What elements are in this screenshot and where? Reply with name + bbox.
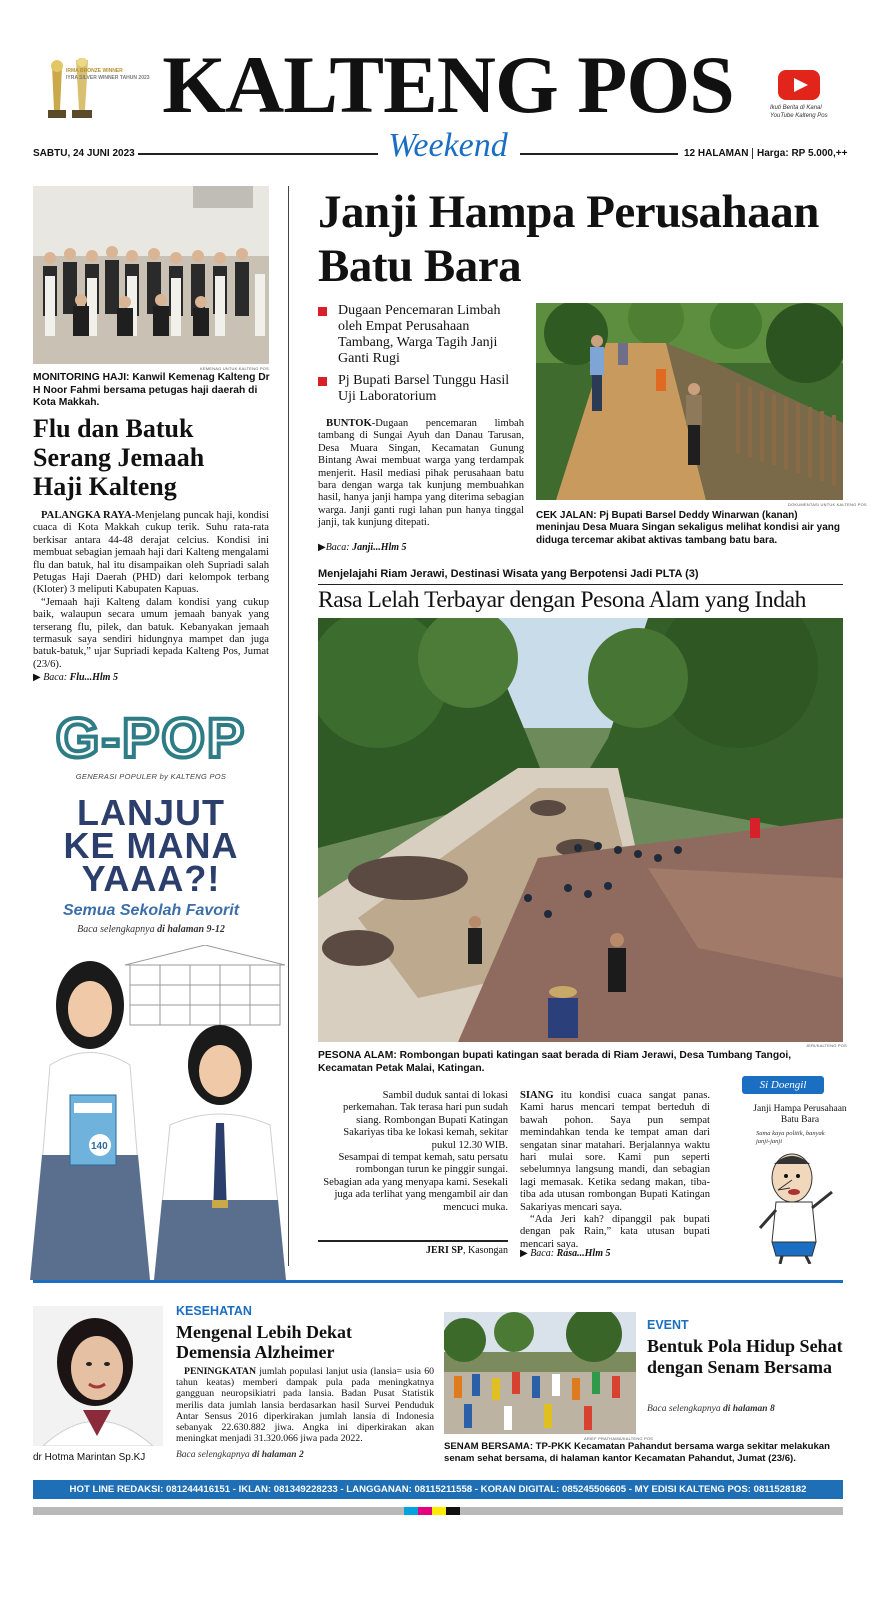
feature-col1-p1: Sambil duduk santai di lokasi perkemahan. Tak terasa hari pun sudah siang. Rombongan Bupati Katingan Sakariyas tiba ke lokasi kemah, sekitar pukul 12.30 WIB. [343, 1090, 508, 1151]
kesehatan-lead: PENINGKATAN [184, 1366, 257, 1377]
magenta-swatch [418, 1507, 432, 1515]
lead-body [318, 418, 524, 530]
kesehatan-body-text: jumlah populasi lanjut usia (lansia= usia 60 tahun keatas) memberi dampak pula pada meningkatnya gangguan neuropsikiatri pada lansia. Badan Pusat Statistik merilis data jumlah lansia berdasarkan hasil Survei Penduduk Antar Sensus 2016 diperkirakan jumlah lansia di Indonesia sebanyak 22.630.882 jiwa. Angka ini diperkirakan akan meningkat menjadi 31.320.066 jiwa pada 2022. [176, 1366, 434, 1445]
gpop-note[interactable] [33, 924, 269, 935]
feature-byline-name: JERI SP [426, 1245, 463, 1256]
youtube-note: Ikuti Berita di Kanal YouTube Kalteng Pos [770, 105, 828, 119]
feature-jump-link[interactable]: Rasa...Hlm 5 [556, 1248, 611, 1259]
haji-headline: Flu dan Batuk Serang Jemaah Haji Kalteng [33, 414, 205, 501]
haji-jump[interactable]: ▶ Baca: Flu...Hlm 5 [33, 672, 118, 683]
feature-kicker: Menjelajahi Riam Jerawi, Destinasi Wisata yang Berpotensi Jadi PLTA (3) [318, 568, 699, 580]
award-line-1: IRMA BRONZE WINNER [66, 68, 123, 74]
lead-headline: Janji Hampa Perusahaan Batu Bara [318, 186, 819, 292]
gpop-subtitle: Semua Sekolah Favorit [62, 902, 240, 919]
haji-body-1: -Menjelang puncak haji, kondisi cuaca di Kota Makkah cukup terik. Suhu rata-rata berkisar antara 44-48 derajat celcius. Kondisi ini membuat sebagian jemaah haji dari Kalteng mengalami flu dan batuk, hal itu disampaikan oleh Supriadi salah Petugas Haji Daerah (PHD) dari kelompok terbang (Kloter) 3 meliputi Kabupaten Kapuas. [33, 510, 269, 596]
yellow-swatch [432, 1507, 446, 1515]
haji-dateline: PALANGKA RAYA [41, 510, 132, 521]
doengil-title: Janji Hampa Perusahaan Batu Bara [753, 1104, 847, 1125]
lead-bullet-1 [318, 303, 528, 367]
feature-col1 [318, 1090, 508, 1214]
lead-bullet-2-text: Pj Bupati Barsel Tunggu Hasil Uji Laboratorium [338, 373, 510, 404]
gpop-logo[interactable]: G-POP [55, 706, 247, 769]
masthead-title: KALTENG POS [162, 39, 734, 130]
event-note-prefix: Baca selengkapnya [647, 1404, 723, 1414]
lead-caption: CEK JALAN: Pj Bupati Barsel Deddy Winarwan (kanan) meninjau Desa Muara Singan sekaligus melihat kondisi air yang diduga tercemar akibat aktivas tambang batu bara. [536, 510, 840, 546]
haji-body-2: “Jemaah haji Kalteng dalam kondisi yang cukup baik, walaupun secara umum jemaah banyak yang terserang flu, pilek, dan batuk. Kebanyakan jemaah termasuk saya sendiri hidungnya mampet dan juga batuk-batuk,” ujar Supriadi kepada Kalteng Pos, Jumat (23/6). [33, 596, 269, 670]
gpop-note-link[interactable]: di halaman 9-12 [157, 924, 225, 935]
red-bullet-icon [318, 377, 327, 386]
lead-jump-link[interactable]: Janji...Hlm 5 [352, 542, 407, 553]
lead-jump[interactable]: ▶Baca: Janji...Hlm 5 [318, 542, 407, 553]
kesehatan-headline: Mengenal Lebih Dekat Demensia Alzheimer [176, 1322, 353, 1362]
gpop-headline-1: LANJUT [77, 792, 225, 833]
hotline-bar: HOT LINE REDAKSI: 081244416151 - IKLAN: 081349228233 - LANGGANAN: 08115211558 - KORAN DIGITAL: 085245506605 - MY EDISI KALTENG POS: 0811528182 [33, 1480, 843, 1499]
cyan-swatch [404, 1507, 418, 1515]
award-line-2: IYRA SILVER WINNER TAHUN 2023 [66, 74, 150, 81]
black-swatch [446, 1507, 460, 1515]
haji-jump-link[interactable]: Flu...Hlm 5 [69, 672, 118, 683]
haji-jump-prefix: Baca: [43, 672, 70, 683]
doengil-label: Si Doengil [742, 1076, 824, 1094]
gpop-note-prefix: Baca selengkapnya [77, 924, 158, 935]
feature-photo [318, 618, 843, 1042]
issue-date: SABTU, 24 JUNI 2023 [33, 148, 135, 159]
event-caption: SENAM BERSAMA: TP-PKK Kecamatan Pahandut bersama warga sekitar melakukan senam sehat bersama, di halaman kantor Kecamatan Pahandut, Jumat (23/6). [444, 1441, 830, 1464]
feature-col2-p2: “Ada Jeri kah? dipanggil pak bupati dengan pak Rain,” kata utusan bupati mencari saya. [520, 1214, 710, 1250]
feature-jump[interactable]: ▶ Baca: Rasa...Hlm 5 [520, 1248, 611, 1259]
gpop-headline [33, 792, 269, 899]
lead-photo-credit: DOKUMENTASI UNTUK KALTENG POS [788, 502, 867, 507]
feature-jump-prefix: Baca: [530, 1248, 557, 1259]
doengil-character-illustration [752, 1152, 838, 1264]
page-count: 12 HALAMAN [684, 148, 749, 159]
feature-photo-credit: JERI/KALTENG POS [806, 1043, 847, 1048]
haji-caption: MONITORING HAJI: Kanwil Kemenag Kalteng Dr H Noor Fahmi bersama petugas haji daerah di Kota Makkah. [33, 372, 270, 409]
red-bullet-icon [318, 307, 327, 316]
lead-body-text: -Dugaan pencemaran limbah tambang di Sungai Ayuh dan Danau Tarusan, Desa Muara Singan, Kecamatan Gunung Bintang Awai membuat warga yang terdampak menjerit. Hasil mediasi pihak perusahaan batu bara dengan warga tak kunjung membuahkan hasil, hanya janji hampa yang diterima sebagian warga. Janji ganti rugi lahan pun hanya tinggal janji, tak kunjung ditepati. [318, 418, 524, 529]
author-portrait [33, 1306, 163, 1446]
lead-bullets [318, 303, 528, 405]
lead-photo [536, 303, 843, 500]
section-divider [33, 1280, 843, 1283]
color-registration-marks [404, 1507, 460, 1515]
haji-photo-credit: KEMENAG UNTUK KALTENG POS [200, 366, 269, 371]
price-label: Harga: RP 5.000,++ [752, 148, 847, 159]
gpop-tagline: GENERASI POPULER by KALTENG POS [75, 772, 227, 781]
gpop-headline-2: KE MANA [63, 825, 239, 866]
kesehatan-section-label: KESEHATAN [176, 1304, 252, 1318]
lead-bullet-2 [318, 373, 528, 405]
youtube-icon[interactable] [778, 70, 820, 100]
event-headline: Bentuk Pola Hidup Sehat dengan Senam Bersama [647, 1336, 843, 1377]
feature-headline: Rasa Lelah Terbayar dengan Pesona Alam yang Indah [318, 587, 806, 613]
feature-caption: PESONA ALAM: Rombongan bupati katingan saat berada di Riam Jerawi, Desa Tumbang Tangoi, Kecamatan Petak Malai, Katingan. [318, 1050, 792, 1074]
feature-col2 [520, 1090, 710, 1251]
kesehatan-note[interactable] [176, 1450, 304, 1460]
event-note[interactable] [647, 1404, 775, 1414]
lead-dateline: BUNTOK [326, 418, 372, 429]
feature-col2-lead: SIANG [520, 1090, 554, 1101]
event-note-link[interactable]: di halaman 8 [722, 1404, 775, 1414]
kesehatan-body [176, 1366, 434, 1444]
event-section-label: EVENT [647, 1318, 689, 1332]
event-photo-credit: ARIEF PRATHAMA/KALTENG POS [584, 1436, 654, 1441]
feature-byline [318, 1245, 508, 1256]
lead-bullet-1-text: Dugaan Pencemaran Limbah oleh Empat Perusahaan Tambang, Warga Tagih Janji Ganti Rugi [338, 303, 501, 366]
haji-body [33, 510, 269, 671]
lead-jump-prefix: Baca: [325, 542, 353, 553]
kesehatan-note-link[interactable]: di halaman 2 [251, 1450, 304, 1460]
gpop-students-illustration [20, 945, 288, 1280]
author-name: dr Hotma Marintan Sp.KJ [33, 1452, 146, 1463]
doengil-quote: Sama kaya politik, banyak janji-janji [756, 1130, 825, 1145]
edition-label: Weekend [388, 127, 508, 164]
kesehatan-note-prefix: Baca selengkapnya [176, 1450, 252, 1460]
feature-col2-p1: itu kondisi cuaca sangat panas. Kami harus mencari tempat berteduh di bawah pohon. Saya pun sempat memindahkan tenda ke tempat aman dari sengatan sinar matahari. Berjalannya waktu hari mulai sore. Kami pun seperti sebelumnya langsung mandi, dan sebagian lagi memasak. Ketika sedang makan, tiba-tiba ada utusan rombongan Bupati Katingan Sakariyas mencari saya. [520, 1090, 710, 1213]
gpop-headline-3: YAAA?! [81, 858, 221, 899]
haji-photo [33, 186, 269, 364]
feature-byline-place: , Kasongan [463, 1245, 508, 1256]
book-number: 140 [91, 1141, 108, 1152]
feature-col1-p2: Sesampai di tempat kemah, satu persatu rombongan turun ke pinggir sungai. Sebagian ada yang menyapa kami. Sesekali juga ada terlihat yang mengambil air dan mencuci muka. [323, 1152, 508, 1213]
event-photo [444, 1312, 636, 1434]
